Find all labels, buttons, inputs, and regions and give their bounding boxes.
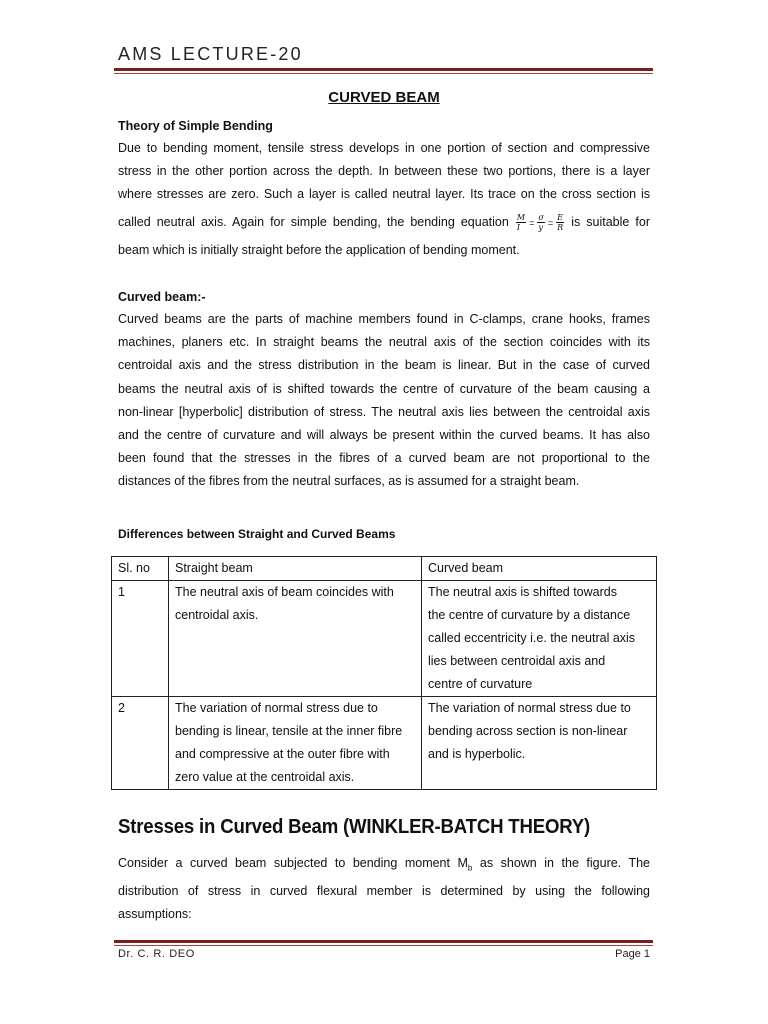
text-line: beam which is initially straight before the application of bending moment.	[118, 242, 520, 257]
theory-paragraph	[118, 137, 650, 262]
text-line: distribution of stress in curved flexural member is determined by using the following	[118, 883, 650, 898]
document-title: CURVED BEAM	[328, 89, 440, 106]
table-header-cell: Curved beam	[422, 557, 657, 581]
table-cell: The variation of normal stress due to bending is linear, tensile at the inner fibre and compressive at the outer fibre with zero value at the centroidal axis.	[169, 697, 422, 790]
text-line: machines, planers etc. In straight beams the neutral axis of the section coincides with its	[118, 335, 650, 350]
table-heading: Differences between Straight and Curved Beams	[118, 527, 396, 541]
equation-line: called neutral axis. Again for simple bending, the bending equation $\frac{M}{I}$ = $\frac{\sigma}{y}$ = $\frac{E}{R}$ is suitable for	[118, 212, 650, 232]
text-line: centroidal axis and the stress distribution in the beam is linear. But in the case of curved	[118, 358, 650, 373]
fraction-sigma-over-y: $\frac{\sigma}{y}$	[538, 212, 544, 232]
text-line: Consider a curved beam subjected to bending moment $M_b$ as shown in the figure. The	[118, 856, 650, 873]
text-line: Curved beams are the parts of machine members found in C-clamps, crane hooks, frames	[118, 312, 650, 326]
table-cell: 2	[112, 697, 169, 790]
text-line: and the centre of curvature and will always be present within the curved beams. It has also	[118, 428, 650, 443]
curved-beam-paragraph	[118, 308, 650, 494]
text-line: Due to bending moment, tensile stress develops in one portion of section and compressive	[118, 141, 650, 155]
stresses-heading: Stresses in Curved Beam (WINKLER-BATCH THEORY)	[118, 816, 591, 838]
table-header-row	[112, 557, 657, 581]
stresses-paragraph	[118, 852, 650, 926]
text-line: beams the neutral axis of is shifted towards the centre of curvature of the beam causing a	[118, 381, 650, 396]
table-header-cell: Sl. no	[112, 557, 169, 581]
text-line: distances of the fibres from the neutral surfaces, as is assumed for a straight beam.	[118, 474, 580, 489]
table-header-cell: Straight beam	[169, 557, 422, 581]
table-row	[112, 697, 657, 790]
page-number: Page 1	[615, 948, 650, 960]
header-rule-thick	[114, 68, 653, 71]
differences-table	[111, 556, 657, 790]
table-row	[112, 581, 657, 697]
text-line: where stresses are zero. Such a layer is called neutral layer. Its trace on the cross section is	[118, 187, 650, 202]
fraction-m-over-i: $\frac{M}{I}$	[516, 212, 526, 232]
footer-rule-thick	[114, 940, 653, 943]
text-line: been found that the stresses in the fibres of a curved beam are not proportional to the	[118, 451, 650, 466]
curved-beam-heading: Curved beam:-	[118, 290, 206, 304]
table-cell: The neutral axis of beam coincides with centroidal axis.	[169, 581, 422, 697]
text-line: non-linear [hyperbolic] distribution of stress. The neutral axis lies between the centroidal axis	[118, 404, 650, 419]
footer-author: Dr. C. R. DEO	[118, 948, 195, 960]
theory-heading: Theory of Simple Bending	[118, 119, 273, 133]
text-line: assumptions:	[118, 906, 192, 921]
table-cell: 1	[112, 581, 169, 697]
header-rule-thin	[114, 73, 653, 74]
table-cell: The neutral axis is shifted towards the centre of curvature by a distance called eccentricity i.e. the neutral axis lies between centroidal axis and centre of curvature	[422, 581, 657, 697]
footer-rule-thin	[114, 945, 653, 946]
fraction-e-over-r: $\frac{E}{R}$	[557, 212, 564, 232]
table-cell: The variation of normal stress due to bending across section is non-linear and is hyperbolic.	[422, 697, 657, 790]
text-line: stress in the other portion across the depth. In between these two portions, there is a layer	[118, 164, 650, 179]
lecture-header: AMS LECTURE-20	[118, 44, 303, 64]
